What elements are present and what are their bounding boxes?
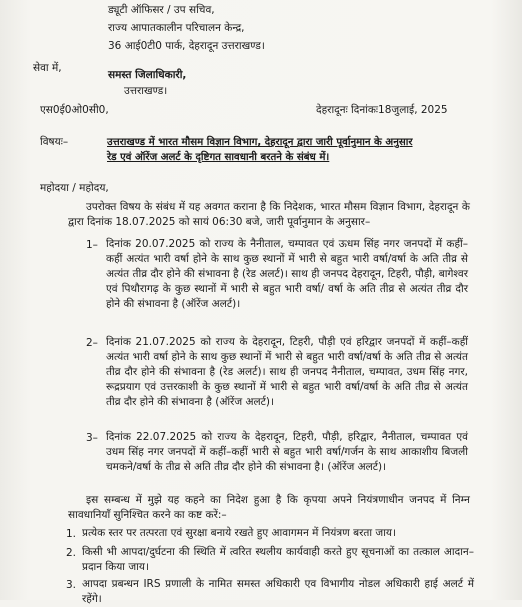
salutation: महोदया / महोदय, <box>40 182 109 194</box>
sender-line-3: 36 आई0टी0 पार्क, देहरादून उत्तराखण्ड। <box>108 40 265 52</box>
to-line-2: उत्तराखण्ड। <box>124 85 168 97</box>
directive-paragraph: इस सम्बन्ध में मुझे यह कहने का निदेश हुआ है कि कृपया अपने नियंत्रणाधीन जनपद में निम्न सावधानियाँ सुनिश्चित करने का कष्ट करें:– <box>68 494 470 521</box>
subject-line-2: रेड एवं ऑरेंज अलर्ट के दृष्टिगत सावधानी बरतने के संबंध में। <box>107 152 330 163</box>
action-item: आपदा प्रबन्धन IRS प्रणाली के नामित समस्त अधिकारी एव विभागीय नोडल अधिकारी हाई अलर्ट में रहेंगे। <box>82 578 474 605</box>
subject-line-1: उत्तराखण्ड में भारत मौसम विज्ञान विभाग, देहरादून द्वारा जारी पूर्वानुमान के अनुसार <box>107 137 413 148</box>
action-number: 2. <box>66 547 77 559</box>
forecast-item: दिनांक 21.07.2025 को राज्य के देहरादून, टिहरी, पौड़ी एवं हरिद्वार जनपदों में कहीं–कहीं अत्यंत भारी वर्षा होने के साथ कुछ स्थानों में भारी से बहुत भारी वर्षा/वर्षा के अति तीव्र से अत्यंत तीव्र दौर होने की संभावना है (रेड अलर्ट)। साथ ही जनपद नैनीताल, चम्पावत, उधम सिंह नगर, रूद्रप्रयाग एवं उत्तरकाशी के कुछ स्थानों में भारी से बहुत भारी वर्षा/वर्षा के अति तीव्र से अत्यंत तीव्र दौर होने की संभावना है (ऑरेंज अलर्ट)। <box>106 336 468 408</box>
item-number: 1– <box>86 239 98 251</box>
sender-line-1: ड्यूटी ऑफिसर / उप सचिव, <box>108 4 215 16</box>
forecast-item: दिनांक 20.07.2025 को राज्य के नैनीताल, चम्पावत एवं ऊधम सिंह नगर जनपदों में कहीं–कहीं अत्यंत भारी वर्षा होने के साथ कुछ स्थानों में भारी से बहुत भारी वर्षा/वर्षा के अति तीव्र से अत्यंत तीव्र दौर होने की संभावना है (रेड अलर्ट)। साथ ही जनपद देहरादून, टिहरी, पौड़ी, बागेश्वर एवं पिथौरागढ़ के कुछ स्थानों में भारी से बहुत भारी वर्षा/ वर्षा के अति तीव्र से अत्यंत तीव्र दौर होने की संभावना है (ऑरेंज अलर्ट)। <box>106 238 468 310</box>
action-number: 1. <box>66 528 77 540</box>
letter-date: देहरादूनः दिनांकः18जुलाई, 2025 <box>316 104 448 116</box>
to-label: सेवा में, <box>33 62 62 74</box>
action-item: किसी भी आपदा/दुर्घटना की स्थिति में त्वरित स्थलीय कार्यवाही करते हुए सूचनाओं का तत्काल आदान–प्रदान किया जाय। <box>82 546 474 573</box>
to-line-1: समस्त जिलाधिकारी, <box>108 69 187 81</box>
reference-number: एस0ई0ओ0सी0, <box>40 104 109 116</box>
action-number: 3. <box>66 579 77 591</box>
sender-line-2: राज्य आपातकालीन परिचालन केन्द्र, <box>108 22 245 34</box>
item-number: 2– <box>86 337 98 349</box>
subject-label: विषयः– <box>40 136 69 148</box>
item-number: 3– <box>86 432 98 444</box>
action-item: प्रत्येक स्तर पर तत्परता एवं सुरक्षा बनाये रखते हुए आवागमन में नियंत्रण बरता जाय। <box>82 527 397 539</box>
forecast-item: दिनांक 22.07.2025 को राज्य के देहरादून, टिहरी, पौड़ी, हरिद्वार, नैनीताल, चम्पावत एवं उधम सिंह नगर जनपदों में कहीं–कहीं भारी से बहुत भारी वर्षा/गर्जन के साथ आकाशीय बिजली चमकने/वर्षा के तीव्र से अति तीव्र दौर होने की संभावना है। (ऑरेंज अलर्ट)। <box>106 431 468 473</box>
intro-paragraph: उपरोक्त विषय के संबंध में यह अवगत कराना है कि निदेशक, भारत मौसम विज्ञान विभाग, देहरादून के द्वारा दिनांक 18.07.2025 को सायं 06:30 बजे, जारी पूर्वानुमान के अनुसार– <box>68 201 470 228</box>
